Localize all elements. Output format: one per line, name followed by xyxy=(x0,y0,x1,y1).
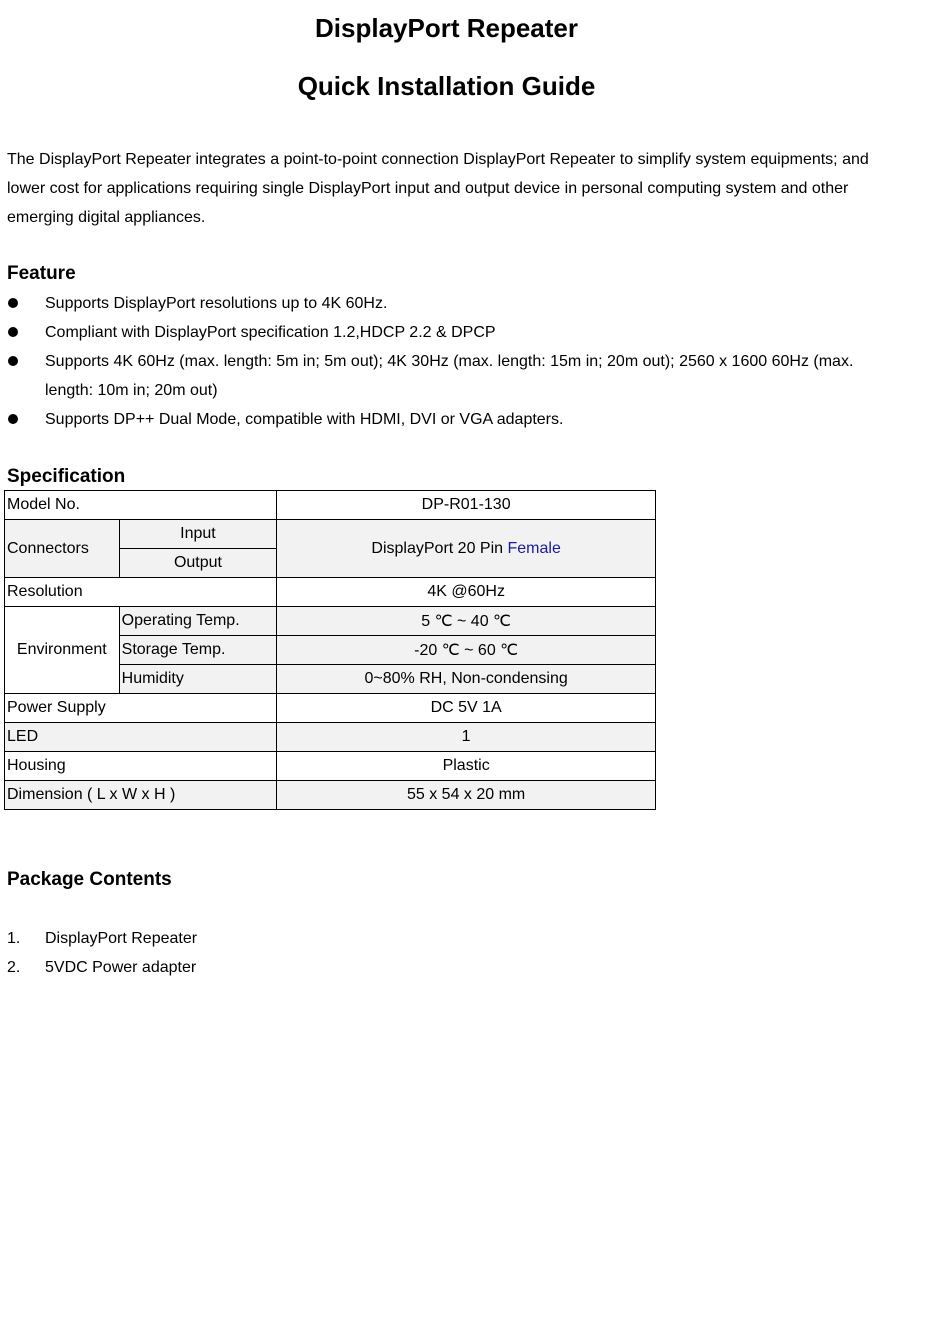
power-supply-label: Power Supply xyxy=(5,694,277,723)
connectors-value xyxy=(277,520,656,578)
operating-temp-value: 5 ℃ ~ 40 ℃ xyxy=(277,607,656,636)
package-contents-heading: Package Contents xyxy=(7,869,172,890)
list-item xyxy=(0,924,197,953)
input-label: Input xyxy=(119,520,277,549)
storage-temp-label: Storage Temp. xyxy=(119,636,277,665)
output-label: Output xyxy=(119,549,277,578)
feature-item-text: Supports DisplayPort resolutions up to 4K 60Hz. xyxy=(45,295,388,312)
table-row xyxy=(5,520,656,549)
table-row xyxy=(5,491,656,520)
document-title: DisplayPort Repeater xyxy=(315,13,578,43)
bullet-icon xyxy=(8,356,18,366)
list-number: 1. xyxy=(7,930,21,947)
package-list xyxy=(0,924,197,982)
table-row xyxy=(5,781,656,810)
table-row xyxy=(5,578,656,607)
list-number: 2. xyxy=(7,959,21,976)
feature-item xyxy=(0,347,880,405)
feature-item-text: Supports DP++ Dual Mode, compatible with HDMI, DVI or VGA adapters. xyxy=(45,411,564,428)
housing-value: Plastic xyxy=(277,752,656,781)
bullet-icon xyxy=(8,327,18,337)
connectors-value-text: DisplayPort 20 Pin xyxy=(371,539,508,557)
specification-table xyxy=(4,490,656,810)
storage-temp-value: -20 ℃ ~ 60 ℃ xyxy=(277,636,656,665)
document-subtitle: Quick Installation Guide xyxy=(297,71,596,101)
feature-item-text: Supports 4K 60Hz (max. length: 5m in; 5m out); 4K 30Hz (max. length: 15m in; 20m out); 2560 x 1600 60Hz (max. length: 10m in; 20m out) xyxy=(45,353,854,399)
specification-heading: Specification xyxy=(7,466,126,487)
humidity-value: 0~80% RH, Non-condensing xyxy=(277,665,656,694)
dimension-label: Dimension ( L x W x H ) xyxy=(5,781,277,810)
bullet-icon xyxy=(8,298,18,308)
feature-item xyxy=(0,405,880,434)
table-row xyxy=(5,694,656,723)
feature-item-text: Compliant with DisplayPort specification 1.2,HDCP 2.2 & DPCP xyxy=(45,324,496,341)
table-row xyxy=(5,723,656,752)
resolution-label: Resolution xyxy=(5,578,277,607)
dimension-value: 55 x 54 x 20 mm xyxy=(277,781,656,810)
led-label: LED xyxy=(5,723,277,752)
model-label: Model No. xyxy=(5,491,277,520)
humidity-label: Humidity xyxy=(119,665,277,694)
feature-heading: Feature xyxy=(7,263,76,284)
model-value: DP-R01-130 xyxy=(277,491,656,520)
resolution-value: 4K @60Hz xyxy=(277,578,656,607)
intro-paragraph: The DisplayPort Repeater integrates a point-to-point connection DisplayPort Repeater to simplify system equipments; and lower cost for applications requiring single DisplayPort input and output device in personal computing system and other emerging digital appliances. xyxy=(7,151,869,226)
table-row xyxy=(5,607,656,636)
table-row xyxy=(5,752,656,781)
led-value: 1 xyxy=(277,723,656,752)
list-item-text: DisplayPort Repeater xyxy=(45,930,198,947)
list-item-text: 5VDC Power adapter xyxy=(45,959,197,976)
list-item xyxy=(0,953,197,982)
power-supply-value: DC 5V 1A xyxy=(277,694,656,723)
housing-label: Housing xyxy=(5,752,277,781)
operating-temp-label: Operating Temp. xyxy=(119,607,277,636)
connectors-label: Connectors xyxy=(5,520,120,578)
connectors-value-highlight: Female xyxy=(507,539,561,557)
feature-list xyxy=(0,289,880,434)
bullet-icon xyxy=(8,414,18,424)
feature-item xyxy=(0,318,880,347)
environment-label: Environment xyxy=(5,607,120,694)
feature-item xyxy=(0,289,880,318)
